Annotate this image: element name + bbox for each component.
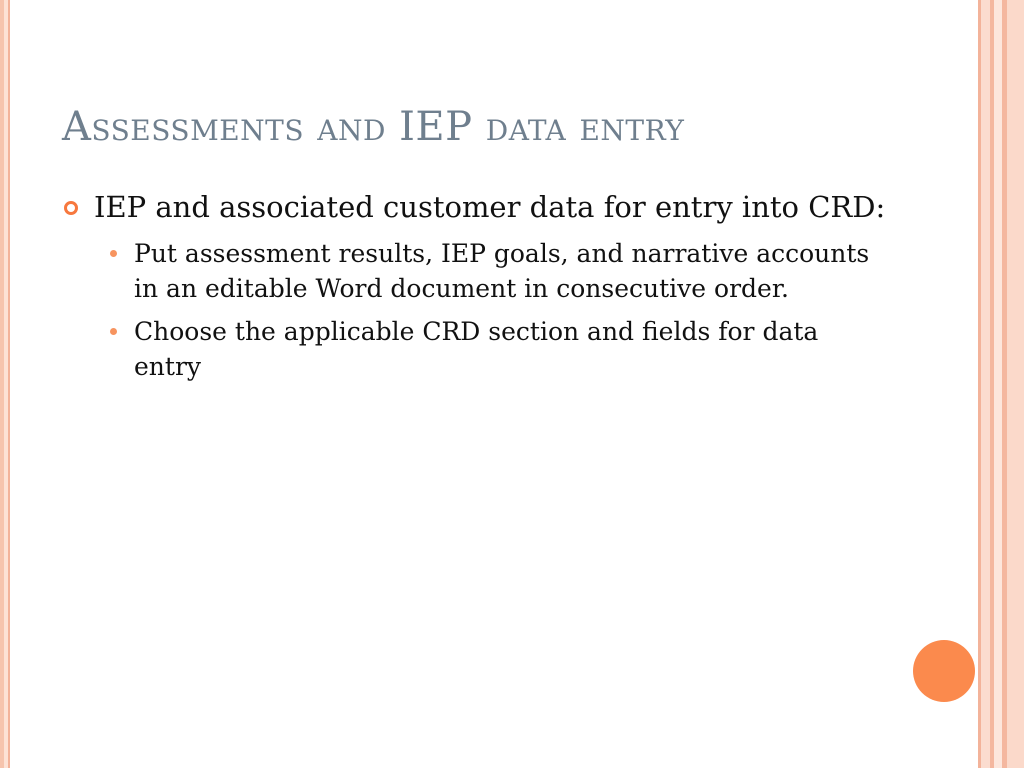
ring-bullet-icon [64, 201, 78, 215]
sub-bullet-item [62, 314, 892, 384]
right-edge-stripe [994, 0, 1002, 768]
sub-bullet-list [62, 236, 892, 384]
slide-title: Assessments and IEP data entry [62, 104, 685, 150]
right-edge-stripe [981, 0, 990, 768]
sub-bullet-item [62, 236, 892, 306]
slide-body [62, 188, 892, 392]
bullet-item [62, 188, 892, 226]
sub-bullet-text: Choose the applicable CRD section and fields for data entry [134, 317, 819, 381]
bullet-text: IEP and associated customer data for entry into CRD: [94, 190, 886, 224]
dot-bullet-icon [110, 328, 117, 335]
right-edge-stripe [1007, 0, 1024, 768]
decorative-circle [913, 640, 975, 702]
sub-bullet-text: Put assessment results, IEP goals, and narrative accounts in an editable Word document in consecutive order. [134, 239, 870, 303]
dot-bullet-icon [110, 250, 117, 257]
